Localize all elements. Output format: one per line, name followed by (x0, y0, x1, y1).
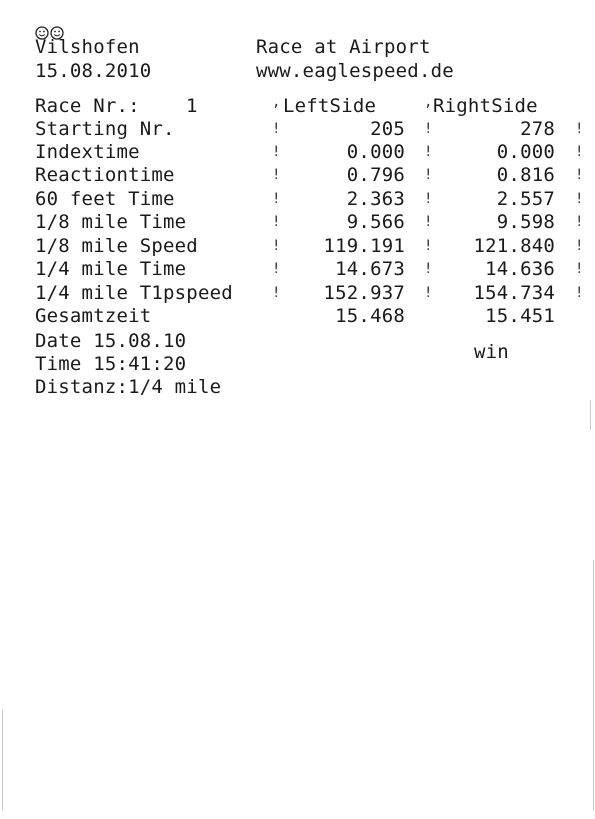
column-separator-mark: ! (272, 144, 281, 160)
row-label: Indextime (35, 141, 140, 163)
left-side-header: LeftSide (283, 95, 377, 117)
column-separator-mark: ! (424, 121, 433, 137)
row-left-value: 152.937 (323, 282, 405, 304)
column-separator-mark: , (424, 94, 433, 110)
column-separator-mark: ! (424, 238, 433, 254)
row-label: 60 feet Time (35, 188, 175, 210)
column-separator-mark: ! (424, 144, 433, 160)
column-separator-mark: ! (424, 167, 433, 183)
row-left-value: 15.468 (335, 305, 405, 327)
row-left-value: 0.000 (346, 141, 405, 163)
column-separator-mark: ! (575, 191, 584, 207)
row-left-value: 0.796 (346, 164, 405, 186)
column-separator-mark: ! (272, 285, 281, 301)
column-separator-mark: ! (272, 238, 281, 254)
scan-edge-mark (590, 400, 591, 430)
column-separator-mark: ! (272, 261, 281, 277)
column-separator-mark: ! (272, 167, 281, 183)
column-separator-mark: ! (272, 191, 281, 207)
row-right-value: 0.000 (496, 141, 555, 163)
column-separator-mark: ! (424, 261, 433, 277)
column-separator-mark: ! (424, 191, 433, 207)
row-label: Gesamtzeit (35, 305, 152, 327)
column-separator-mark: ! (575, 238, 584, 254)
column-separator-mark: ! (575, 167, 584, 183)
footer-date: Date 15.08.10 (35, 330, 187, 352)
column-separator-mark: ! (272, 121, 281, 137)
row-left-value: 119.191 (323, 235, 405, 257)
column-separator-mark: ! (575, 214, 584, 230)
footer-time: Time 15:41:20 (35, 353, 187, 375)
row-right-value: 121.840 (473, 235, 555, 257)
column-separator-mark: ! (575, 261, 584, 277)
website-text: www.eaglespeed.de (256, 60, 454, 82)
column-separator-mark: , (272, 94, 281, 110)
row-left-value: 14.673 (335, 258, 405, 280)
location-text: Vilshofen (35, 36, 140, 58)
column-separator-mark: ! (424, 285, 433, 301)
row-right-value: 14.636 (485, 258, 555, 280)
row-right-value: 278 (520, 118, 555, 140)
scan-edge-mark (593, 560, 594, 810)
column-separator-mark: ! (424, 214, 433, 230)
column-separator-mark: ! (575, 121, 584, 137)
row-left-value: 205 (370, 118, 405, 140)
race-number-value: 1 (186, 95, 198, 117)
row-label: Reactiontime (35, 164, 175, 186)
row-right-value: 0.816 (496, 164, 555, 186)
column-separator-mark: ! (575, 285, 584, 301)
row-left-value: 2.363 (346, 188, 405, 210)
scan-edge-mark (2, 710, 3, 810)
winner-result: win (474, 341, 509, 363)
row-right-value: 9.598 (496, 211, 555, 233)
row-right-value: 154.734 (473, 282, 555, 304)
footer-distance: Distanz:1/4 mile (35, 376, 222, 398)
row-label: Starting Nr. (35, 118, 175, 140)
row-label: 1/4 mile T1pspeed (35, 282, 233, 304)
header-date-text: 15.08.2010 (35, 60, 152, 82)
row-left-value: 9.566 (346, 211, 405, 233)
row-label: 1/8 mile Speed (35, 235, 198, 257)
row-label: 1/8 mile Time (35, 211, 187, 233)
race-number-label: Race Nr.: (35, 95, 140, 117)
right-side-header: RightSide (433, 95, 538, 117)
column-separator-mark: ! (575, 144, 584, 160)
event-title: Race at Airport (256, 36, 431, 58)
row-right-value: 15.451 (485, 305, 555, 327)
column-separator-mark: ! (272, 214, 281, 230)
row-label: 1/4 mile Time (35, 258, 187, 280)
row-right-value: 2.557 (496, 188, 555, 210)
